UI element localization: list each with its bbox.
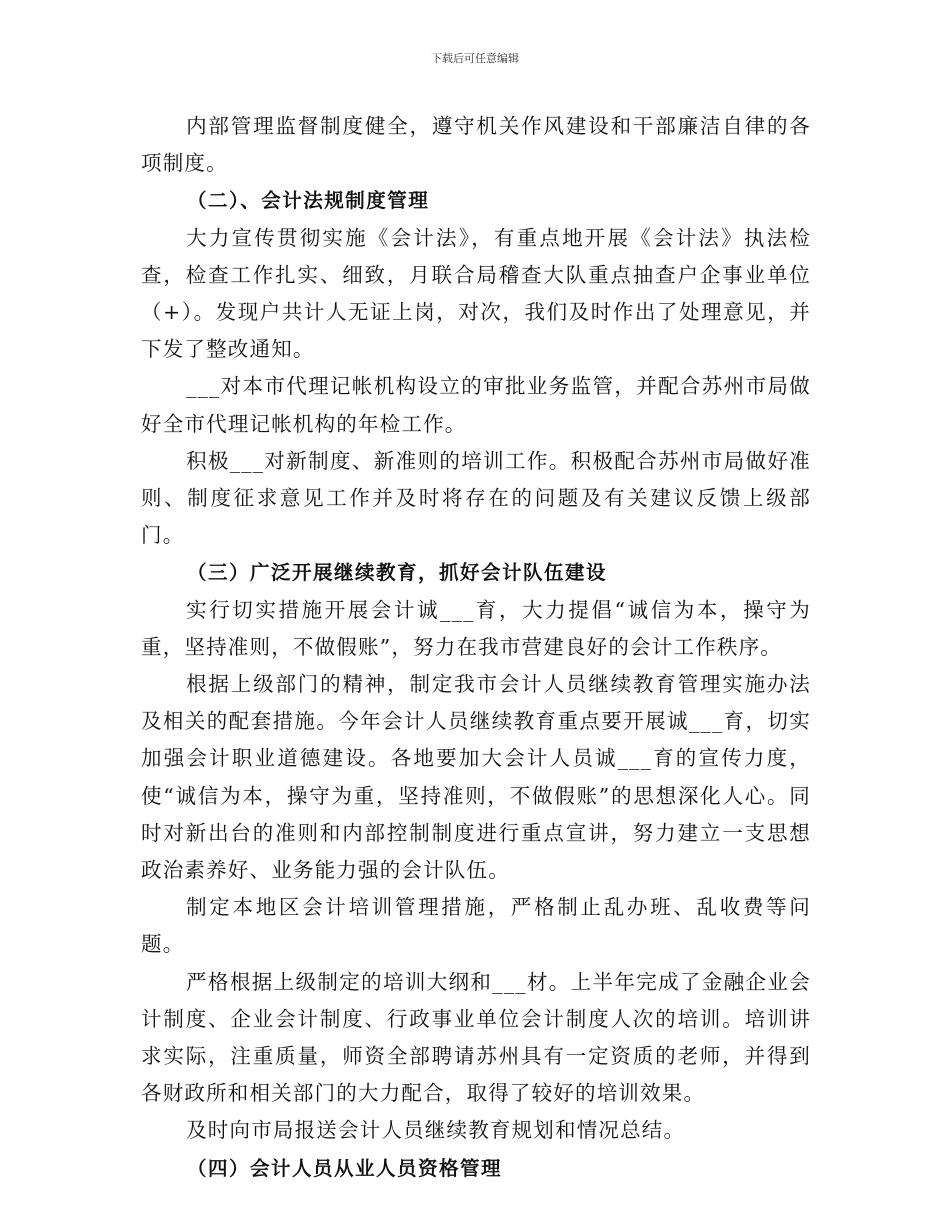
paragraph: 实行切实措施开展会计诚___育，大力提倡“诚信为本，操守为重，坚持准则，不做假账”，努力在我市营建良好的会计工作秩序。	[141, 597, 811, 659]
paragraph: 严格根据上级制定的培训大纲和___材。上半年完成了金融企业会计制度、企业会计制度、行政事业单位会计制度人次的培训。培训讲求实际，注重质量，师资全部聘请苏州具有一定资质的老师，并得到各财政所和相关部门的大力配合，取得了较好的培训效果。	[141, 969, 811, 1106]
section-heading: （四）会计人员从业人员资格管理	[187, 1156, 503, 1180]
paragraph: 制定本地区会计培训管理措施，严格制止乱办班、乱收费等问题。	[141, 895, 811, 957]
section-heading: （三）广泛开展继续教育，抓好会计队伍建设	[187, 561, 608, 585]
paragraph: 及时向市局报送会计人员继续教育规划和情况总结。	[186, 1118, 686, 1143]
paragraph: 根据上级部门的精神，制定我市会计人员继续教育管理实施办法及相关的配套措施。今年会计人员继续教育重点要开展诚___育，切实加强会计职业道德建设。各地要加大会计人员诚___育的宣传力度，使“诚信为本，操守为重，坚持准则，不做假账”的思想深化人心。同时对新出台的准则和内部控制制度进行重点宣讲，努力建立一支思想政治素养好、业务能力强的会计队伍。	[141, 672, 811, 883]
paragraph: 内部管理监督制度健全，遵守机关作风建设和干部廉洁自律的各项制度。	[141, 114, 811, 176]
paragraph: 积极___对新制度、新准则的培训工作。积极配合苏州市局做好准则、制度征求意见工作并及时将存在的问题及有关建议反馈上级部门。	[141, 448, 811, 548]
paragraph: ___对本市代理记帐机构设立的审批业务监管，并配合苏州市局做好全市代理记帐机构的年检工作。	[141, 374, 811, 436]
paragraph: 大力宣传贯彻实施《会计法》，有重点地开展《会计法》执法检查，检查工作扎实、细致，月联合局稽查大队重点抽查户企事业单位（+）。发现户共计人无证上岗，对次，我们及时作出了处理意见，并下发了整改通知。	[141, 225, 811, 362]
section-heading: （二）、会计法规制度管理	[187, 189, 430, 213]
page-header: 下载后可任意编辑	[431, 52, 519, 65]
document-body	[141, 108, 811, 1187]
